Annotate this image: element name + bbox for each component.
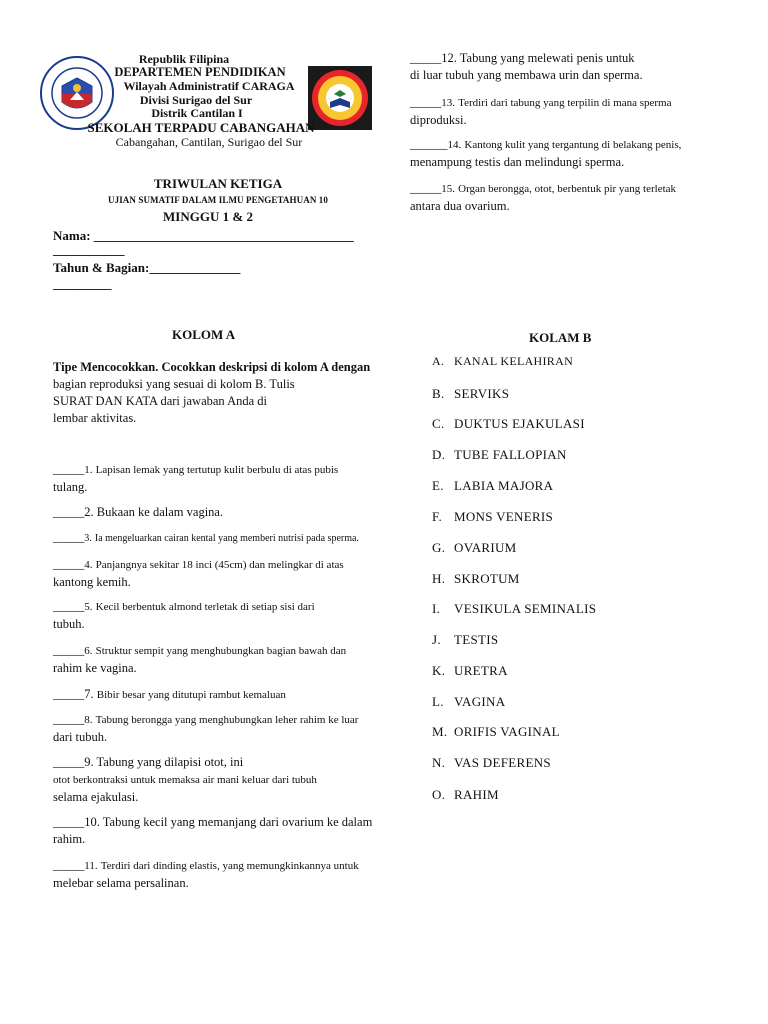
- exam-title: UJIAN SUMATIF DALAM ILMU PENGETAHUAN 10: [108, 195, 328, 205]
- year-section-field[interactable]: Tahun & Bagian:______________: [53, 260, 241, 275]
- question-7: _____7. Bibir besar yang ditutupi rambut kemaluan: [53, 687, 286, 701]
- header-division: Divisi Surigao del Sur: [139, 93, 253, 107]
- question-12: _____12. Tabung yang melewati penis untuk di luar tubuh yang membawa urin dan sperma.: [410, 51, 643, 82]
- header-district: Distrik Cantilan I: [151, 106, 243, 120]
- answer-blank[interactable]: _____: [53, 530, 85, 544]
- option-c: C. DUKTUS EJAKULASI: [432, 416, 585, 431]
- answer-blank[interactable]: _____: [410, 181, 442, 195]
- question-11: _____11. Terdiri dari dinding elastis, yang memungkinkannya untuk melebar selama persalinan.: [53, 858, 359, 890]
- question-1: _____1. Lapisan lemak yang tertutup kulit berbulu di atas pubis tulang.: [53, 462, 339, 494]
- answer-blank[interactable]: _____: [410, 51, 442, 65]
- answer-blank[interactable]: _____: [53, 462, 85, 476]
- answer-blank[interactable]: ______: [410, 137, 448, 151]
- header-school-name: SEKOLAH TERPADU CABANGAHAN: [87, 120, 315, 135]
- option-e: E. LABIA MAJORA: [432, 478, 554, 493]
- answer-blank[interactable]: _____: [53, 505, 85, 519]
- answer-blank[interactable]: _____: [410, 95, 442, 109]
- option-a: A. KANAL KELAHIRAN: [432, 354, 574, 368]
- option-l: L. VAGINA: [432, 694, 506, 709]
- option-j: J. TESTIS: [432, 632, 499, 647]
- header-department: DEPARTEMEN PENDIDIKAN: [114, 65, 286, 79]
- option-f: F. MONS VENERIS: [432, 509, 554, 524]
- answer-blank[interactable]: _____: [53, 599, 85, 613]
- option-m: M. ORIFIS VAGINAL: [432, 724, 560, 739]
- answer-blank[interactable]: _____: [53, 712, 85, 726]
- instructions: Tipe Mencocokkan. Cocokkan deskripsi di kolom A dengan bagian reproduksi yang sesuai di kolom B. Tulis SURAT DAN KATA dari jawaban Anda di lembar aktivitas.: [53, 360, 371, 425]
- header-region: Wilayah Administratif CARAGA: [123, 79, 295, 93]
- option-i: I. VESIKULA SEMINALIS: [432, 601, 597, 616]
- answer-blank[interactable]: _____: [53, 858, 85, 872]
- question-6: _____6. Struktur sempit yang menghubungkan bagian bawah dan rahim ke vagina.: [53, 643, 347, 675]
- week-title: MINGGU 1 & 2: [163, 209, 253, 224]
- answer-blank[interactable]: _____: [53, 687, 85, 701]
- option-k: K. URETRA: [432, 663, 508, 678]
- column-a-heading: KOLOM A: [172, 327, 236, 342]
- name-field[interactable]: Nama: ________________________________________: [53, 228, 354, 243]
- option-d: D. TUBE FALLOPIAN: [432, 447, 567, 462]
- question-9: _____9. Tabung yang dilapisi otot, ini otot berkontraksi untuk memaksa air mani keluar dari tubuh selama ejakulasi.: [53, 755, 317, 804]
- answer-blank[interactable]: _____: [53, 755, 85, 769]
- name-field-continued: ___________: [53, 242, 125, 257]
- header-country: Republik Filipina: [138, 52, 230, 66]
- answer-blank[interactable]: _____: [53, 557, 85, 571]
- question-14: ______14. Kantong kulit yang tergantung di belakang penis, menampung testis dan melindungi sperma.: [410, 137, 682, 169]
- header-address: Cabangahan, Cantilan, Surigao del Sur: [115, 135, 303, 149]
- option-h: H. SKROTUM: [432, 571, 520, 586]
- question-10: _____10. Tabung kecil yang memanjang dari ovarium ke dalam rahim.: [53, 815, 373, 846]
- question-13: _____13. Terdiri dari tabung yang terpilin di mana sperma diproduksi.: [410, 95, 672, 127]
- option-b: B. SERVIKS: [432, 386, 510, 401]
- answer-blank[interactable]: _____: [53, 643, 85, 657]
- question-15: _____15. Organ berongga, otot, berbentuk pir yang terletak antara dua ovarium.: [410, 181, 677, 213]
- answer-blank[interactable]: _____: [53, 815, 85, 829]
- column-b-heading: KOLAM B: [529, 330, 592, 345]
- year-section-continued: _________: [53, 276, 112, 291]
- option-n: N. VAS DEFERENS: [432, 755, 551, 770]
- question-8: _____8. Tabung berongga yang menghubungkan leher rahim ke luar dari tubuh.: [53, 712, 359, 744]
- question-2: _____2. Bukaan ke dalam vagina.: [53, 505, 224, 519]
- question-5: _____5. Kecil berbentuk almond terletak di setiap sisi dari tubuh.: [53, 599, 315, 631]
- option-o: O. RAHIM: [432, 787, 499, 802]
- question-4: _____4. Panjangnya sekitar 18 inci (45cm) dan melingkar di atas kantong kemih.: [53, 557, 344, 589]
- quarter-title: TRIWULAN KETIGA: [153, 176, 283, 191]
- option-g: G. OVARIUM: [432, 540, 517, 555]
- question-3: _____3. Ia mengeluarkan cairan kental yang memberi nutrisi pada sperma.: [53, 530, 359, 544]
